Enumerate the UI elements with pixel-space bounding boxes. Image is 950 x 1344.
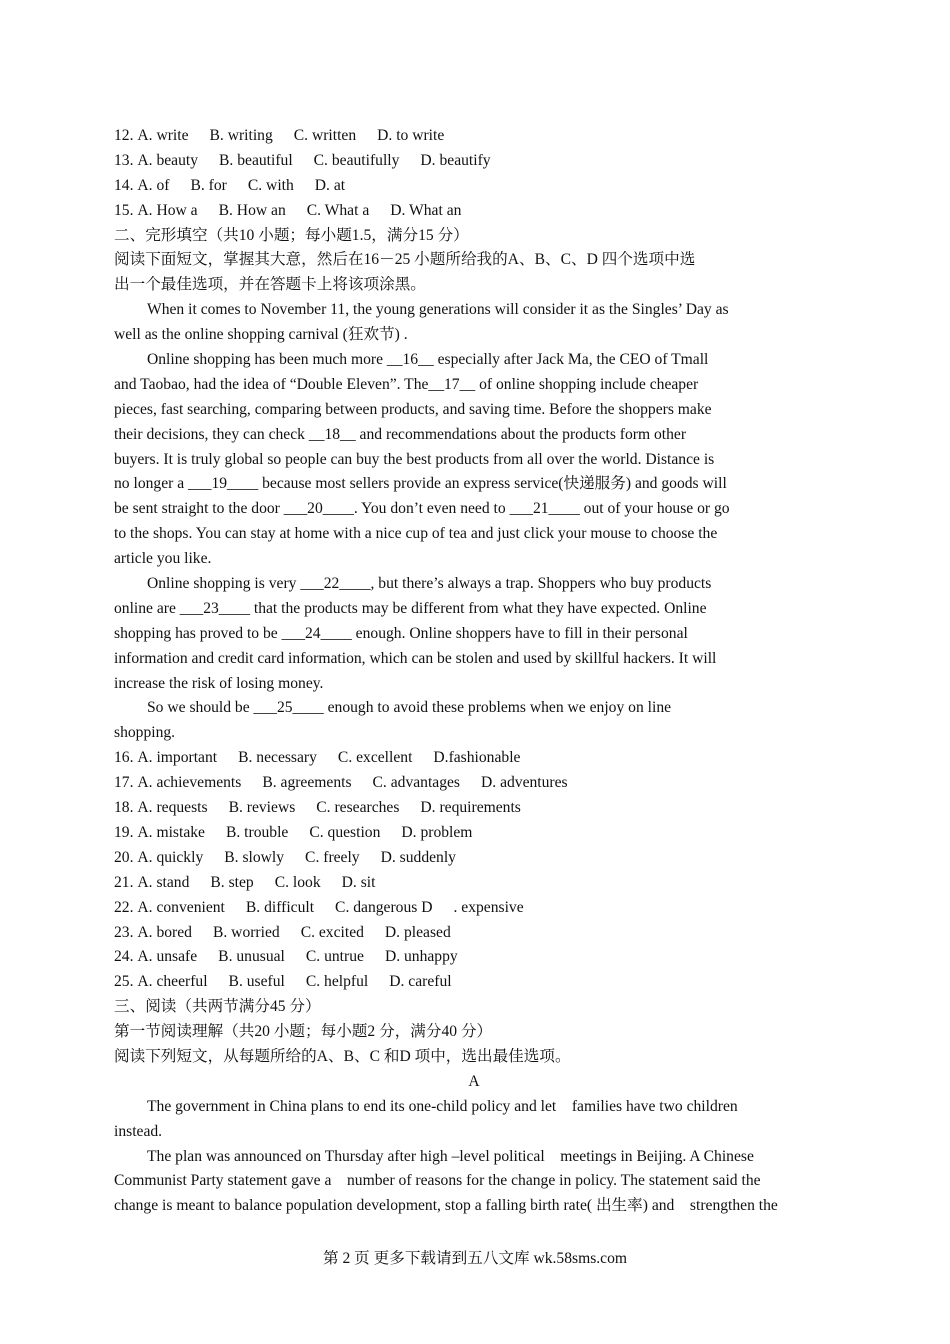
answer-option: C. helpful [305, 973, 369, 991]
answer-option: . expensive [453, 898, 524, 916]
question-line [114, 149, 834, 174]
question-line [114, 945, 834, 970]
question-number: 14. [114, 176, 134, 194]
answer-option: A. convenient [137, 898, 225, 916]
passage-line: to the shops. You can stay at home with a nice cup of tea and just click your mouse to choose the [114, 525, 718, 543]
answer-option: B. step [210, 873, 254, 891]
section-header: 二、完形填空（共10 小题；每小题1.5，满分15 分） [114, 226, 469, 244]
question-number: 13. [114, 151, 134, 169]
question-number: 19. [114, 823, 134, 841]
question-line [114, 871, 834, 896]
passage-line: shopping. [114, 724, 176, 742]
answer-option: A. important [137, 749, 218, 767]
answer-option: D.fashionable [433, 749, 521, 767]
question-number: 17. [114, 774, 134, 792]
instruction-text: 阅读下面短文，掌握其大意，然后在16－25 小题所给我的A、B、C、D 四个选项中选 [114, 251, 696, 269]
question-line [114, 771, 834, 796]
question-line [114, 821, 834, 846]
answer-option: A. achievements [137, 774, 242, 792]
question-number: 23. [114, 923, 134, 941]
answer-option: D. sit [341, 873, 376, 891]
question-line [114, 970, 834, 995]
passage-line: article you like. [114, 550, 212, 568]
answer-option: C. untrue [305, 948, 364, 966]
page-content [114, 124, 834, 1219]
passage-line: Communist Party statement gave a number of reasons for the change in policy. The statement said the [114, 1172, 761, 1190]
passage-line: and Taobao, had the idea of “Double Eleven”. The__17__ of online shopping include cheaper [114, 375, 699, 393]
answer-option: D. careful [389, 973, 452, 991]
answer-option: A. unsafe [137, 948, 198, 966]
question-line [114, 896, 834, 921]
answer-option: B. slowly [224, 848, 285, 866]
question-line [114, 746, 834, 771]
question-number: 18. [114, 799, 134, 817]
passage-line: information and credit card information, which can be stolen and used by skillful hackers. It will [114, 649, 717, 667]
answer-option: C. question [309, 823, 381, 841]
answer-option: C. with [247, 176, 294, 194]
question-line [114, 199, 834, 224]
answer-option: A. bored [137, 923, 192, 941]
passage-line: instead. [114, 1122, 163, 1140]
answer-option: C. look [274, 873, 321, 891]
answer-option: B. How an [218, 201, 286, 219]
passage-line: When it comes to November 11, the young generations will consider it as the Singles’ Day as [147, 301, 729, 319]
passage-line: shopping has proved to be ___24____ enough. Online shoppers have to fill in their personal [114, 624, 688, 642]
answer-option: B. useful [228, 973, 285, 991]
answer-option: A. mistake [137, 823, 205, 841]
question-line [114, 796, 834, 821]
question-line [114, 124, 834, 149]
answer-option: B. agreements [262, 774, 352, 792]
answer-option: C. written [293, 127, 357, 144]
instruction-text: 阅读下列短文，从每题所给的A、B、C 和D 项中，选出最佳选项。 [114, 1047, 571, 1065]
question-number: 15. [114, 201, 134, 219]
answer-option: C. researches [316, 799, 400, 817]
question-line [114, 174, 834, 199]
question-number: 21. [114, 873, 134, 891]
answer-option: B. reviews [228, 799, 296, 817]
answer-option: D. unhappy [384, 948, 458, 966]
answer-option: D. problem [401, 823, 473, 841]
answer-option: A. stand [137, 873, 190, 891]
answer-option: A. quickly [137, 848, 204, 866]
question-number: 12. [114, 127, 134, 144]
answer-option: B. necessary [238, 749, 317, 767]
passage-line: well as the online shopping carnival (狂欢节) . [114, 326, 408, 344]
passage-line: buyers. It is truly global so people can buy the best products from all over the world. Distance is [114, 450, 715, 468]
passage-line: no longer a ___19____ because most sellers provide an express service(快递服务) and goods will [114, 475, 727, 493]
answer-option: D. adventures [481, 774, 568, 792]
answer-option: D. to write [377, 127, 445, 144]
question-line [114, 921, 834, 946]
answer-option: B. worried [212, 923, 280, 941]
page-footer: 第 2 页 更多下载请到五八文库 wk.58sms.com [322, 1250, 628, 1267]
question-number: 20. [114, 848, 134, 866]
passage-line: online are ___23____ that the products may be different from what they have expected. Online [114, 599, 707, 617]
answer-option: C. What a [306, 201, 370, 219]
answer-option: D. at [314, 176, 346, 194]
answer-option: B. writing [209, 127, 273, 144]
question-number: 22. [114, 898, 134, 916]
passage-label: A [468, 1072, 480, 1090]
answer-option: D. What an [390, 201, 462, 219]
passage-line: Online shopping has been much more __16__ especially after Jack Ma, the CEO of Tmall [147, 351, 709, 369]
passage-line: pieces, fast searching, comparing between products, and saving time. Before the shoppers make [114, 400, 712, 418]
question-number: 16. [114, 749, 134, 767]
answer-option: D. pleased [384, 923, 451, 941]
answer-option: A. write [137, 127, 189, 144]
answer-option: D. requirements [420, 799, 521, 817]
answer-option: D. suddenly [380, 848, 456, 866]
passage-line: increase the risk of losing money. [114, 674, 324, 692]
section-header: 三、阅读（共两节满分45 分） [114, 998, 321, 1016]
answer-option: C. excited [300, 923, 364, 941]
answer-option: A. beauty [137, 151, 199, 169]
question-number: 25. [114, 973, 134, 991]
answer-option: D. beautify [420, 151, 491, 169]
answer-option: B. difficult [245, 898, 315, 916]
answer-option: A. cheerful [137, 973, 208, 991]
passage-line: Online shopping is very ___22____, but there’s always a trap. Shoppers who buy products [147, 575, 712, 593]
answer-option: C. excellent [337, 749, 413, 767]
passage-line: The plan was announced on Thursday after high –level political meetings in Beijing. A Chinese [147, 1147, 754, 1165]
answer-option: A. How a [137, 201, 198, 219]
question-line [114, 846, 834, 871]
subsection-header: 第一节阅读理解（共20 小题；每小题2 分，满分40 分） [114, 1023, 493, 1041]
answer-option: B. trouble [225, 823, 289, 841]
answer-option: A. requests [137, 799, 208, 817]
answer-option: B. beautiful [219, 151, 293, 169]
question-number: 24. [114, 948, 134, 966]
passage-line: their decisions, they can check __18__ and recommendations about the products form other [114, 425, 687, 443]
passage-line: So we should be ___25____ enough to avoid these problems when we enjoy on line [147, 699, 672, 717]
passage-line: be sent straight to the door ___20____. You don’t even need to ___21____ out of your house or go [114, 500, 730, 518]
answer-option: C. beautifully [313, 151, 400, 169]
answer-option: C. advantages [372, 774, 461, 792]
answer-option: B. unusual [218, 948, 285, 966]
answer-option: C. dangerous D [335, 898, 433, 916]
passage-line: change is meant to balance population development, stop a falling birth rate( 出生率) and strengthen the [114, 1197, 778, 1215]
passage-line: The government in China plans to end its one-child policy and let families have two children [147, 1097, 738, 1115]
answer-option: B. for [190, 176, 227, 194]
answer-option: C. freely [305, 848, 360, 866]
answer-option: A. of [137, 176, 170, 194]
instruction-text: 出一个最佳选项，并在答题卡上将该项涂黑。 [114, 276, 426, 294]
